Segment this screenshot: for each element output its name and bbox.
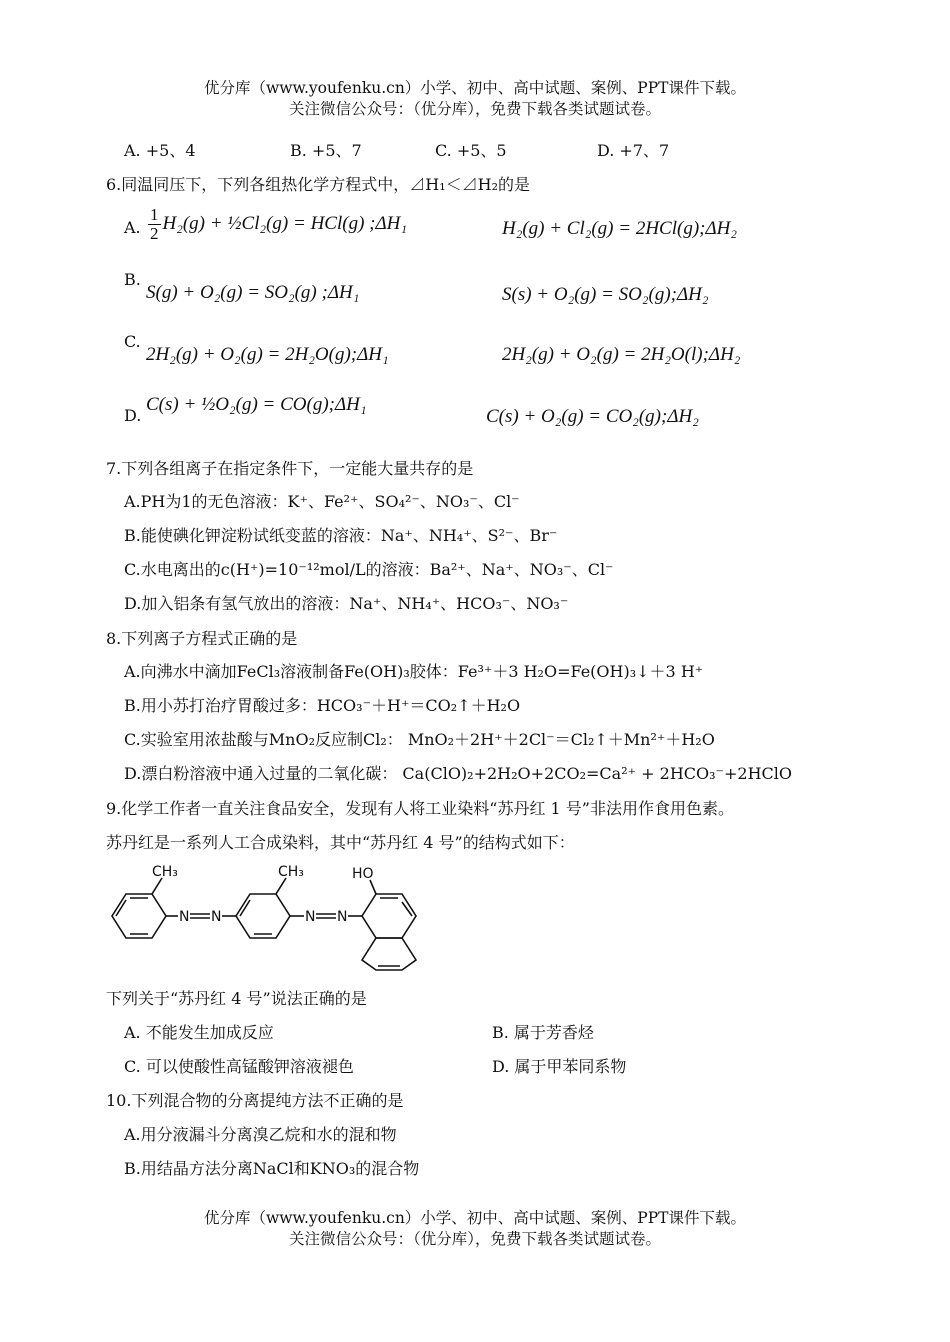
q10-option-b: B.用结晶方法分离NaCl和KNO₃的混合物 [124, 1159, 420, 1178]
q5-option-b: B. +5、7 [290, 141, 362, 160]
q6-option-a-label: A. [124, 218, 141, 237]
fraction-half: $\frac{1}{2}$ [150, 205, 159, 243]
header-line-1: 优分库（www.youfenku.cn）小学、初中、高中试题、案例、PPT课件下载。 [203, 79, 747, 97]
azo-n-4: N [337, 909, 348, 925]
q7-stem: 7.下列各组离子在指定条件下，一定能大量共存的是 [106, 459, 474, 478]
q8-option-c: C.实验室用浓盐酸与MnO₂反应制Cl₂： MnO₂＋2H⁺＋2Cl⁻＝Cl₂↑＋Mn²⁺＋H₂O [124, 730, 715, 749]
hydroxyl-bond [370, 880, 376, 894]
header-line-2: 关注微信公众号：（优分库），免费下载各类试题试卷。 [288, 100, 661, 118]
q7-option-c: C.水电离出的c(H⁺)=10⁻¹²mol/L的溶液：Ba²⁺、Na⁺、NO₃⁻、Cl⁻ [124, 560, 614, 579]
q6-option-c-label: C. [124, 332, 141, 351]
methyl-bond-2 [276, 878, 286, 894]
q10-stem: 10.下列混合物的分离提纯方法不正确的是 [106, 1091, 404, 1110]
q9-option-c: C. 可以使酸性高锰酸钾溶液褪色 [124, 1057, 354, 1076]
q9-option-a: A. 不能发生加成反应 [124, 1023, 274, 1042]
naphthalene-ring-a [362, 894, 416, 938]
azo-n-1: N [179, 909, 190, 925]
q9-stem-2: 苏丹红是一系列人工合成染料，其中“苏丹红 4 号”的结构式如下： [106, 833, 575, 852]
q9-option-b: B. 属于芳香烃 [492, 1023, 594, 1042]
q5-option-d: D. +7、7 [597, 141, 670, 160]
q9-ask: 下列关于“苏丹红 4 号”说法正确的是 [106, 989, 367, 1008]
q6-a-left-text: H₂(g) + ½Cl₂(g) = HCl(g) ;ΔH₁ [162, 212, 407, 234]
benzene-ring-2 [236, 894, 290, 938]
q7-option-d: D.加入铝条有氢气放出的溶液：Na⁺、NH₄⁺、HCO₃⁻、NO₃⁻ [124, 594, 569, 613]
footer-line-2: 关注微信公众号：（优分库），免费下载各类试题试卷。 [288, 1230, 661, 1248]
q8-option-a: A.向沸水中滴加FeCl₃溶液制备Fe(OH)₃胶体：Fe³⁺＋3 H₂O=Fe(OH)₃↓＋3 H⁺ [124, 662, 704, 681]
azo-n-3: N [305, 909, 316, 925]
sudan-red-4-structure [104, 862, 444, 972]
q6-option-d-right: C(s) + O₂(g) = CO₂(g);ΔH₂ [486, 406, 699, 427]
methyl-bond-1 [152, 878, 162, 894]
q9-option-d: D. 属于甲苯同系物 [492, 1057, 627, 1076]
q6-option-c-left: 2H₂(g) + O₂(g) = 2H₂O(g);ΔH₁ [146, 344, 389, 365]
q6-option-b-label: B. [124, 270, 141, 289]
benzene-ring-1 [112, 894, 166, 938]
page-header [0, 78, 950, 120]
q7-option-a: A.PH为1的无色溶液：K⁺、Fe²⁺、SO₄²⁻、NO₃⁻、Cl⁻ [124, 492, 520, 511]
q6-option-c-right: 2H₂(g) + O₂(g) = 2H₂O(l);ΔH₂ [502, 344, 741, 365]
structure-svg [104, 862, 444, 972]
page-footer [0, 1208, 950, 1250]
q5-option-a: A. +5、4 [124, 141, 196, 160]
q8-option-b: B.用小苏打治疗胃酸过多：HCO₃⁻＋H⁺＝CO₂↑＋H₂O [124, 696, 521, 715]
azo-n-2: N [211, 909, 222, 925]
q6-option-d-label: D. [124, 406, 142, 425]
q7-option-b: B.能使碘化钾淀粉试纸变蓝的溶液：Na⁺、NH₄⁺、S²⁻、Br⁻ [124, 526, 558, 545]
q5-option-c: C. +5、5 [435, 141, 507, 160]
q9-stem-1: 9.化学工作者一直关注食品安全，发现有人将工业染料“苏丹红 1 号”非法用作食用色素。 [106, 799, 734, 818]
q8-option-d: D.漂白粉溶液中通入过量的二氧化碳： Ca(ClO)₂+2H₂O+2CO₂=Ca²⁺ + 2HCO₃⁻+2HClO [124, 764, 793, 783]
q6-option-d-left: C(s) + ½O₂(g) = CO(g);ΔH₁ [146, 394, 367, 415]
q6-option-b-left: S(g) + O₂(g) = SO₂(g) ;ΔH₁ [146, 282, 360, 303]
methyl-label-1: CH₃ [152, 864, 178, 880]
q8-stem: 8.下列离子方程式正确的是 [106, 629, 298, 648]
q6-stem: 6.同温同压下，下列各组热化学方程式中，⊿H₁＜⊿H₂的是 [106, 175, 531, 194]
hydroxyl-label: HO [352, 866, 374, 882]
q6-option-b-right: S(s) + O₂(g) = SO₂(g);ΔH₂ [502, 284, 709, 305]
footer-line-1: 优分库（www.youfenku.cn）小学、初中、高中试题、案例、PPT课件下载。 [203, 1209, 747, 1227]
q6-option-a-right: H₂(g) + Cl₂(g) = 2HCl(g);ΔH₂ [502, 218, 737, 239]
q10-option-a: A.用分液漏斗分离溴乙烷和水的混和物 [124, 1125, 397, 1144]
q6-option-a-left [146, 206, 407, 243]
methyl-label-2: CH₃ [278, 864, 304, 880]
